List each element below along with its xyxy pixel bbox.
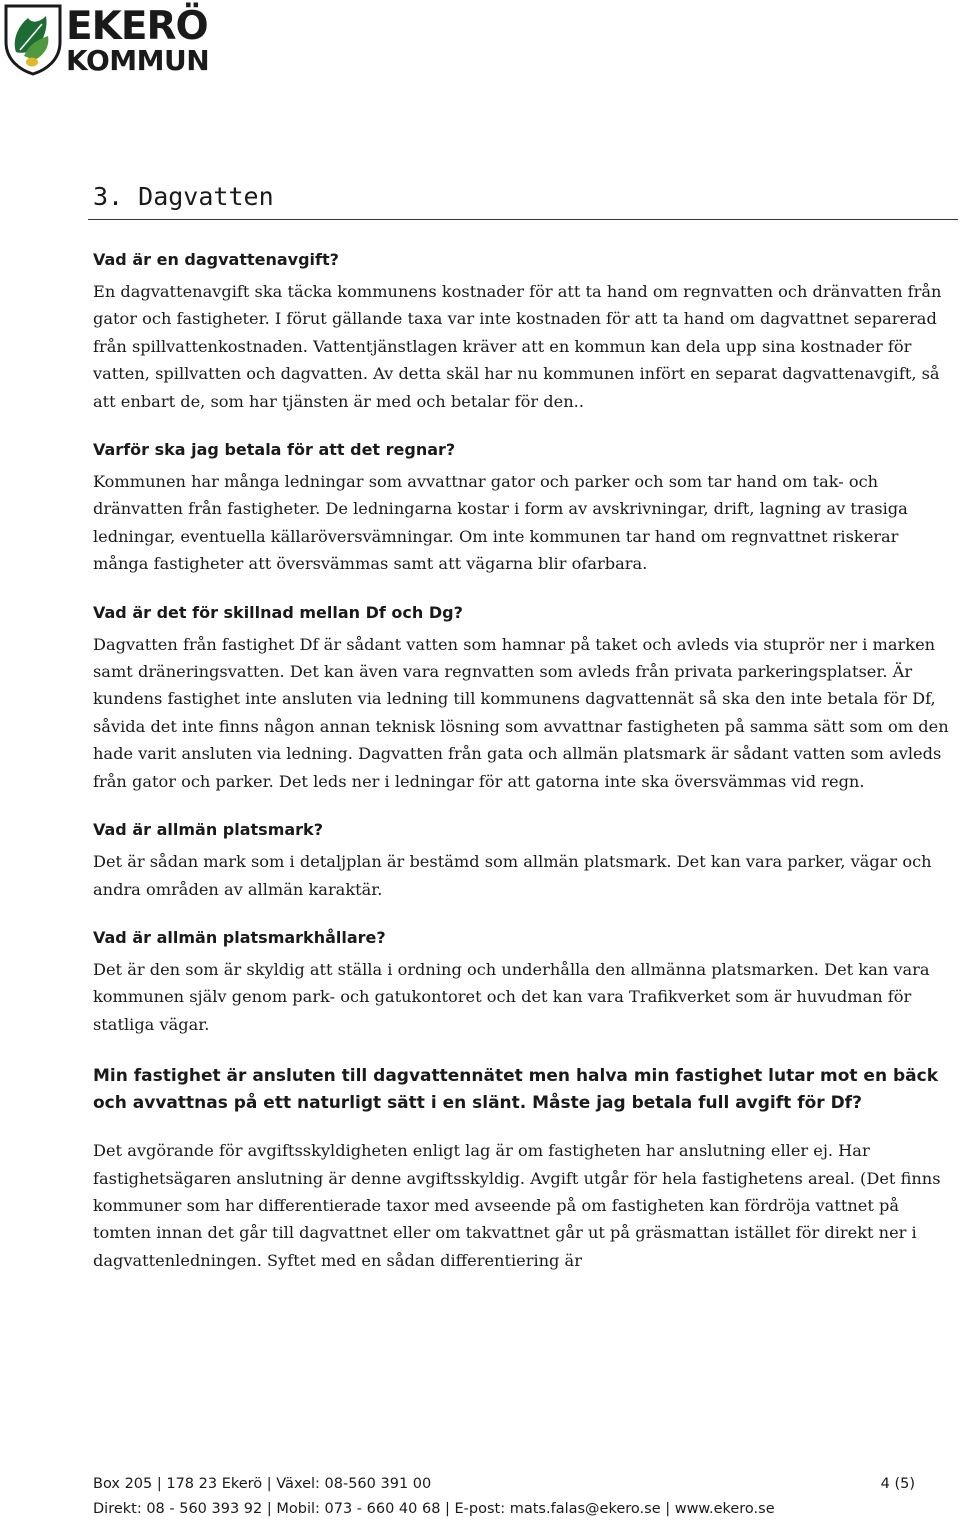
faq-question: Varför ska jag betala för att det regnar? — [93, 440, 456, 460]
faq-block — [93, 603, 951, 795]
title-divider — [88, 219, 958, 220]
faq-question: Vad är en dagvattenavgift? — [93, 250, 339, 269]
faq-answer: Dagvatten från fastighet Df är sådant vatten som hamnar på taket och avleds via stuprör ner i marken samt dräneringsvatten. Det kan även vara regnvatten som avleds från privata parkeringsplatser. Är kundens fastighet inte ansluten via ledning till kommunens dagvattennät så ska den inte betala för Df, såvida det inte finns någon annan teknisk lösning som avvattnar fastigheten på samma sätt som om den hade varit ansluten via ledning. Dagvatten från gata och allmän platsmark är sådant vatten som avleds från gator och parker. Det leds ner i ledningar för att gatorna inte ska översvämmas vid regn. — [93, 634, 949, 791]
faq-question: Vad är det för skillnad mellan Df och Dg? — [93, 602, 463, 622]
footer-address: Box 205 | 178 23 Ekerö | Växel: 08-560 391 00 — [93, 1476, 432, 1492]
faq-block — [93, 440, 951, 578]
faq-block — [93, 820, 951, 903]
faq-block — [93, 1063, 951, 1274]
footer-row-address — [93, 1472, 915, 1497]
faq-block — [93, 250, 951, 415]
faq-block — [93, 928, 951, 1038]
page-number: 4 (5) — [880, 1476, 915, 1492]
section-title: 3. Dagvatten — [93, 182, 274, 211]
faq-question: Vad är allmän platsmarkhållare? — [93, 927, 386, 947]
faq-answer: Det är sådan mark som i detaljplan är bestämd som allmän platsmark. Det kan vara parker, vägar och andra områden av allmän karaktär. — [93, 852, 932, 899]
footer-contact: Direkt: 08 - 560 393 92 | Mobil: 073 - 660 40 68 | E-post: mats.falas@ekero.se | www.ekero.se — [93, 1501, 775, 1517]
logo-word-ekero: EKERÖ — [66, 4, 208, 49]
faq-question: Min fastighet är ansluten till dagvattennätet men halva min fastighet lutar mot en bäck och avvattnas på ett naturligt sätt i en slänt. Måste jag betala full avgift för Df? — [93, 1066, 939, 1114]
ekero-kommun-logo — [2, 2, 210, 77]
faq-answer: Det avgörande för avgiftsskyldigheten enligt lag är om fastigheten har anslutning eller ej. Har fastighetsägaren anslutning är denne avgiftsskyldig. Avgift utgår för hela fastighetens areal. (Det finns kommuner som har differentierade taxor med avseende på om fastigheten kan fördröja vattnet på tomten innan det går till dagvattnet eller om takvattnet går ut på gräsmattan istället för direkt ner i dagvattenledningen. Syftet med en sådan differentiering är — [93, 1141, 941, 1270]
logo-word-kommun: KOMMUN — [66, 44, 210, 77]
faq-question: Vad är allmän platsmark? — [93, 820, 323, 840]
faq-answer: Kommunen har många ledningar som avvattnar gator och parker och som tar hand om tak- och dränvatten från fastigheter. De ledningarna kostar i form av avskrivningar, drift, lagning av trasiga ledningar, eventuella källaröversvämningar. Om inte kommunen tar hand om regnvattnet riskerar många fastigheter att översvämmas samt att vägarna blir ofarbara. — [93, 472, 908, 574]
faq-content — [93, 250, 951, 1299]
footer-row-contact — [93, 1497, 915, 1522]
page-footer — [93, 1472, 915, 1522]
faq-answer: En dagvattenavgift ska täcka kommunens kostnader för att ta hand om regnvatten och dränvatten från gator och fastigheter. I förut gällande taxa var inte kostnaden för att ta hand om dagvattnet separerad från spillvattenkostnaden. Vattentjänstlagen kräver att en kommun kan dela upp sina kostnader för vatten, spillvatten och dagvatten. Av detta skäl har nu kommunen infört en separat dagvattenavgift, så att enbart de, som har tjänsten är med och betalar för den.. — [93, 282, 942, 411]
oak-leaf-shield-icon — [2, 2, 64, 76]
faq-answer: Det är den som är skyldig att ställa i ordning och underhålla den allmänna platsmarken. Det kan vara kommunen själv genom park- och gatukontoret och det kan vara Trafikverket som är huvudman för statliga vägar. — [93, 959, 930, 1034]
